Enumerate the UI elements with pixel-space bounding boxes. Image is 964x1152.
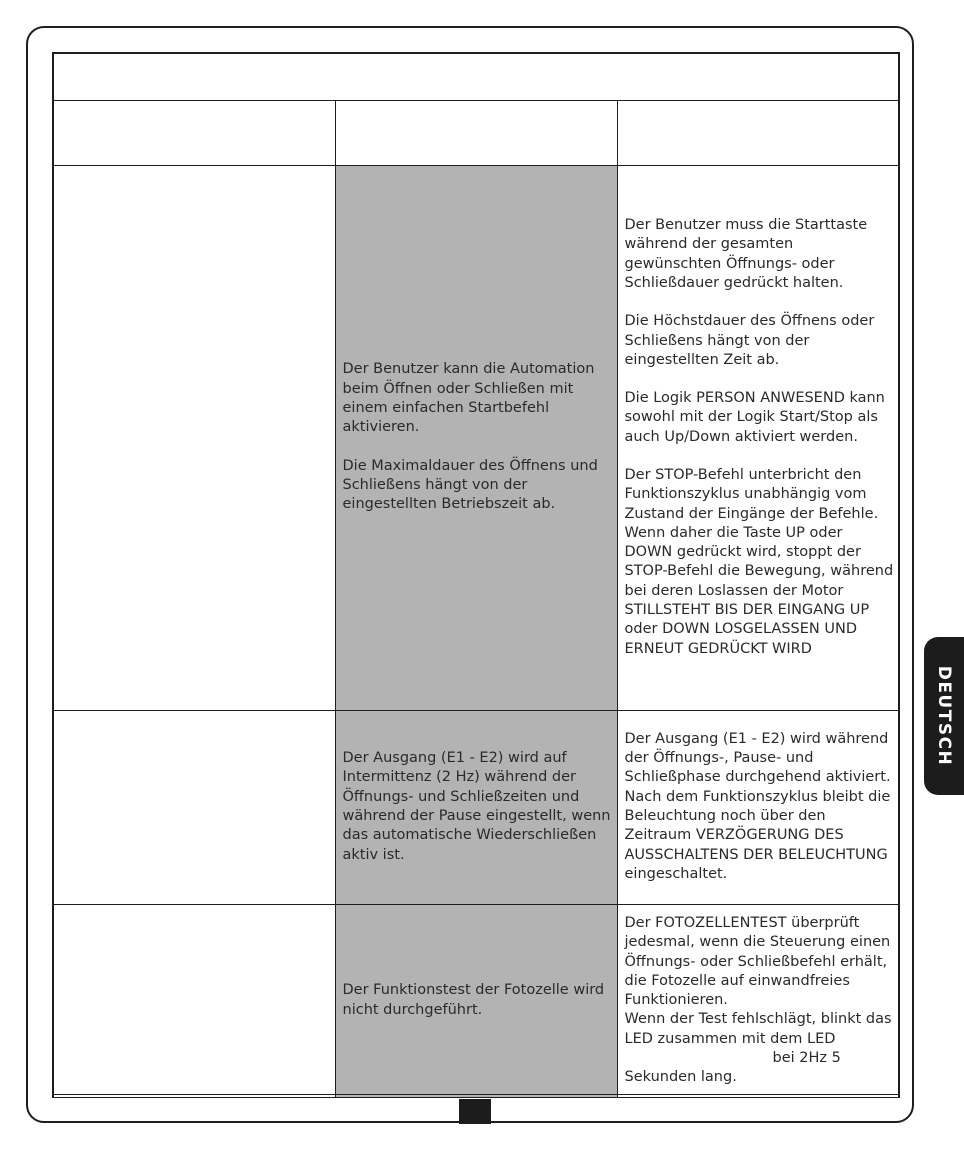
table-row bbox=[53, 710, 899, 904]
default-setting-cell bbox=[335, 710, 617, 904]
paragraph: Der Funktionstest der Fotozelle wird nicht durchgeführt. bbox=[342, 982, 605, 1018]
table-header-row bbox=[53, 100, 899, 165]
paragraph bbox=[625, 1010, 895, 1087]
page-marker bbox=[459, 1099, 491, 1124]
led-text: Wenn der Test fehlschlägt, blinkt das LED zusammen mit dem LED bbox=[624, 1011, 892, 1047]
paragraph: Der Benutzer muss die Starttaste während der gesamten gewünschten Öffnungs- oder Schließdauer gedrückt halten. bbox=[624, 217, 868, 291]
table-row bbox=[53, 165, 899, 710]
language-tab bbox=[924, 637, 964, 795]
paragraph: Die Höchstdauer des Öffnens oder Schließens hängt von der eingestellten Zeit ab. bbox=[624, 313, 875, 368]
table-title bbox=[53, 53, 899, 100]
paragraph: Der Ausgang (E1 - E2) wird während der Öffnungs-, Pause- und Schließphase durchgehend aktiviert. Nach dem Funktionszyklus bleibt die Beleuchtung noch über den Zeitraum VERZÖGERUNG DES AUSSCHALTENS DER BELEUCHTUNG eingeschaltet. bbox=[624, 730, 891, 882]
led-text-end: bei 2Hz 5 Sekunden lang. bbox=[624, 1049, 841, 1086]
language-tab-label: DEUTSCH bbox=[934, 665, 954, 767]
paragraph: Der Ausgang (E1 - E2) wird auf Intermittenz (2 Hz) während der Öffnungs- und Schließzeiten und während der Pause eingestellt, wenn das automatische Wiederschließen aktiv ist. bbox=[342, 750, 611, 863]
table-row bbox=[53, 904, 899, 1097]
paragraph: Die Maximaldauer des Öffnens und Schließens hängt von der eingestellten Betriebszeit ab. bbox=[342, 457, 598, 513]
alternative-setting-cell bbox=[617, 904, 899, 1097]
paragraph: Der STOP-Befehl unterbricht den Funktionszyklus unabhängig vom Zustand der Eingänge der Befehle. Wenn daher die Taste UP oder DOWN gedrückt wird, stoppt der STOP-Befehl die Bewegung, während bei deren Loslassen der Motor STILLSTEHT BIS DER EINGANG UP oder DOWN LOSGELASSEN UND ERNEUT GEDRÜCKT WIRD bbox=[624, 467, 894, 657]
paragraph: Der FOTOZELLENTEST überprüft jedesmal, wenn die Steuerung einen Öffnungs- oder Schließbefehl erhält, die Fotozelle auf einwandfreies Funktionieren. bbox=[624, 914, 891, 1009]
row-label bbox=[53, 710, 335, 904]
header-cell-3 bbox=[617, 100, 899, 165]
table-bottom-rule bbox=[52, 1094, 900, 1098]
settings-table bbox=[52, 52, 900, 1097]
table-title-row bbox=[53, 53, 899, 100]
alternative-setting-cell bbox=[617, 165, 899, 710]
row-label bbox=[53, 165, 335, 710]
paragraph: Der Benutzer kann die Automation beim Öffnen oder Schließen mit einem einfachen Startbefehl aktivieren. bbox=[342, 361, 595, 436]
default-setting-cell bbox=[335, 165, 617, 710]
default-setting-cell bbox=[335, 904, 617, 1097]
paragraph: Die Logik PERSON ANWESEND kann sowohl mit der Logik Start/Stop als auch Up/Down aktiviert werden. bbox=[624, 390, 885, 445]
row-label bbox=[53, 904, 335, 1097]
header-cell-2 bbox=[335, 100, 617, 165]
alternative-setting-cell bbox=[617, 710, 899, 904]
header-cell-1 bbox=[53, 100, 335, 165]
